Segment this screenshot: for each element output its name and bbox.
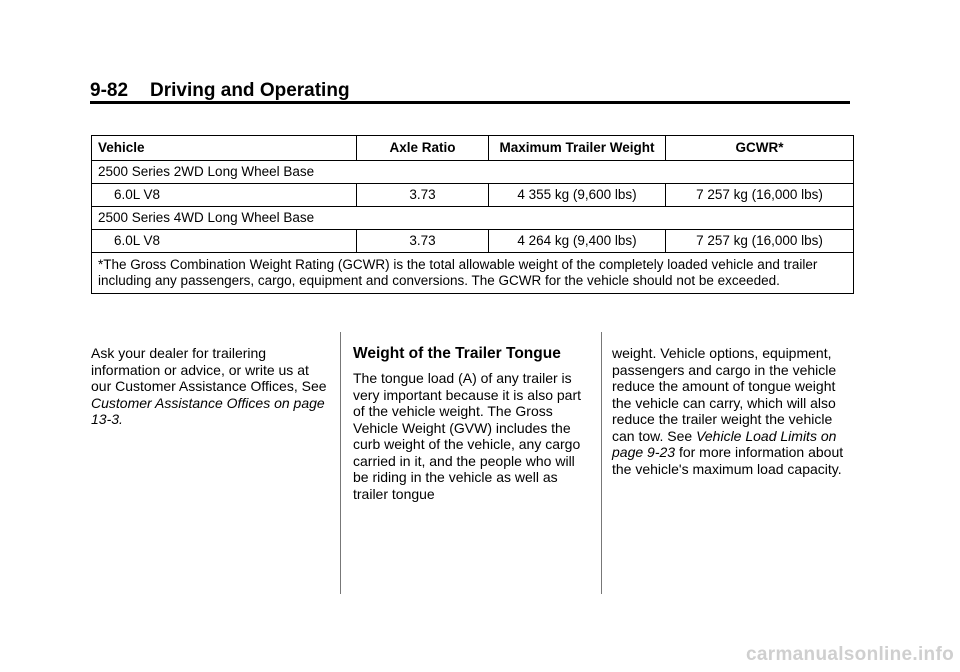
table-row	[92, 184, 854, 207]
trailer-weight-table	[91, 135, 854, 294]
table-group-row	[92, 161, 854, 184]
column-1	[91, 345, 331, 428]
cell-engine: 6.0L V8	[92, 230, 357, 253]
vehicle-load-limits-link[interactable]: Vehicle Load Limits on page 9-23	[612, 427, 837, 460]
column-divider	[340, 332, 341, 594]
column-3-text-after: for more information about the vehicle's maximum load capacity.	[612, 444, 844, 477]
watermark: carmanualsonline.info	[746, 644, 954, 665]
section-title: Driving and Operating	[150, 80, 350, 101]
column-header-axle-ratio: Axle Ratio	[357, 136, 489, 161]
column-2-paragraph: The tongue load (A) of any trailer is very important because it is also part of the vehicle weight. The Gross Vehicle Weight (GVW) includes the curb weight of the vehicle, any cargo carried in it, and the people who will be riding in the vehicle as well as trailer tongue	[353, 370, 581, 502]
column-header-vehicle: Vehicle	[92, 136, 357, 161]
column-3	[612, 345, 857, 477]
header-rule	[90, 101, 850, 104]
column-1-text: Ask your dealer for trailering information or advice, or write us at our Customer Assistance Offices, See	[91, 345, 327, 394]
customer-assistance-link[interactable]: Customer Assistance Offices on page 13-3	[91, 394, 325, 427]
column-3-text: weight. Vehicle options, equipment, passengers and cargo in the vehicle reduce the amount of tongue weight the vehicle can carry, which will also reduce the trailer weight the vehicle can tow. See	[612, 345, 837, 444]
column-2	[353, 345, 593, 502]
cell-engine: 6.0L V8	[92, 184, 357, 207]
table-row	[92, 230, 854, 253]
table-footnote: *The Gross Combination Weight Rating (GCWR) is the total allowable weight of the completely loaded vehicle and trailer including any passengers, cargo, equipment and conversions. The GCWR for the vehicle should not be exceeded.	[92, 253, 854, 294]
column-1-end: .	[119, 411, 123, 427]
column-header-max-trailer-weight: Maximum Trailer Weight	[489, 136, 666, 161]
cell-gcwr: 7 257 kg (16,000 lbs)	[666, 184, 854, 207]
column-header-gcwr: GCWR*	[666, 136, 854, 161]
page-number: 9-82	[90, 80, 129, 101]
cell-gcwr: 7 257 kg (16,000 lbs)	[666, 230, 854, 253]
column-divider	[601, 332, 602, 594]
cell-axle-ratio: 3.73	[357, 184, 489, 207]
table-group-row	[92, 207, 854, 230]
column-3-paragraph	[612, 345, 857, 477]
column-1-paragraph	[91, 345, 331, 428]
table-header-row	[92, 136, 854, 161]
table-footnote-row	[92, 253, 854, 294]
cell-max-trailer-weight: 4 355 kg (9,600 lbs)	[489, 184, 666, 207]
cell-axle-ratio: 3.73	[357, 230, 489, 253]
tongue-weight-heading: Weight of the Trailer Tongue	[353, 345, 561, 362]
group-title: 2500 Series 2WD Long Wheel Base	[92, 161, 854, 184]
cell-max-trailer-weight: 4 264 kg (9,400 lbs)	[489, 230, 666, 253]
group-title: 2500 Series 4WD Long Wheel Base	[92, 207, 854, 230]
